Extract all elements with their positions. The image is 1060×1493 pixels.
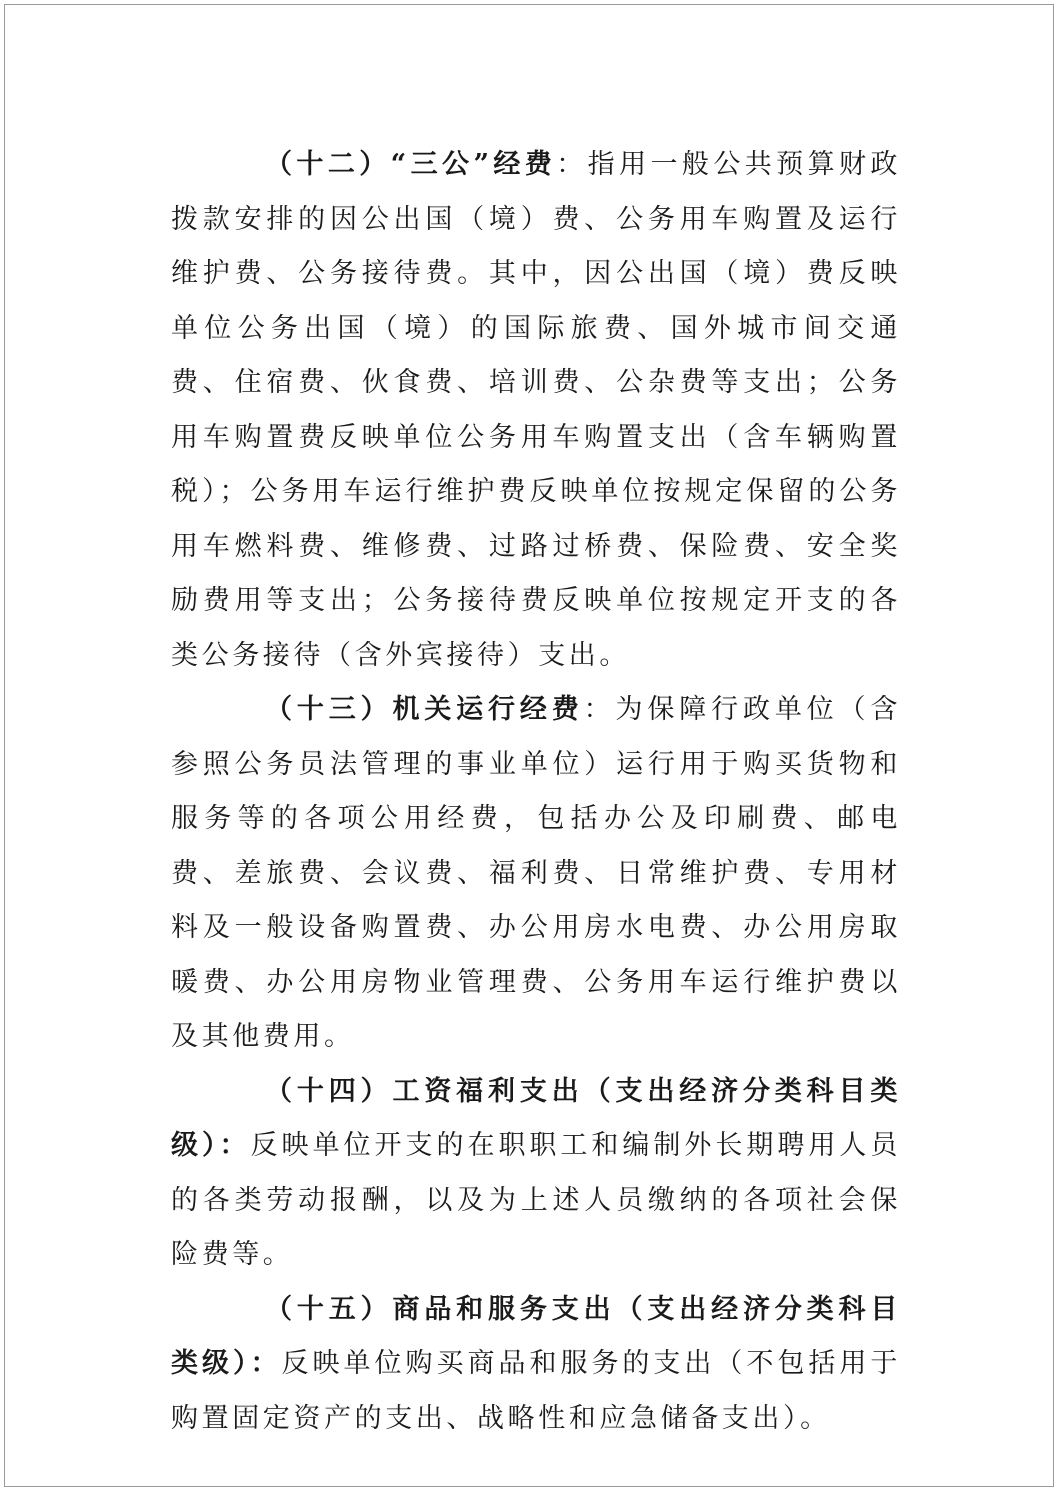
paragraph-fourteen-heading: （十四）工资福利支出（支出经济分类科目类级）： (171, 1075, 901, 1161)
document-page (4, 4, 1054, 1487)
paragraph-twelve-heading: （十二）“三公”经费 (265, 149, 557, 180)
document-body (171, 138, 901, 1446)
paragraph-fifteen-text: 反映单位购买商品和服务的支出（不包括用于购置固定资产的支出、战略性和应急储备支出）。 (171, 1348, 901, 1434)
paragraph-fifteen-heading: （十五）商品和服务支出（支出经济分类科目类级）： (171, 1293, 901, 1379)
paragraph-fifteen (171, 1283, 901, 1447)
paragraph-twelve-text: ：指用一般公共预算财政拨款安排的因公出国（境）费、公务用车购置及运行维护费、公务接待费。其中，因公出国（境）费反映单位公务出国（境）的国际旅费、国外城市间交通费、住宿费、伙食费、培训费、公杂费等支出；公务用车购置费反映单位公务用车购置支出（含车辆购置税）；公务用车运行维护费反映单位按规定保留的公务用车燃料费、维修费、过路过桥费、保险费、安全奖励费用等支出；公务接待费反映单位按规定开支的各类公务接待（含外宾接待）支出。 (171, 149, 901, 671)
paragraph-fourteen-text: 反映单位开支的在职职工和编制外长期聘用人员的各类劳动报酬，以及为上述人员缴纳的各项社会保险费等。 (171, 1130, 901, 1270)
paragraph-fourteen (171, 1065, 901, 1283)
paragraph-twelve (171, 138, 901, 683)
paragraph-thirteen-heading: （十三）机关运行经费 (265, 694, 584, 725)
paragraph-thirteen-text: ：为保障行政单位（含参照公务员法管理的事业单位）运行用于购买货物和服务等的各项公用经费，包括办公及印刷费、邮电费、差旅费、会议费、福利费、日常维护费、专用材料及一般设备购置费、办公用房水电费、办公用房取暖费、办公用房物业管理费、公务用车运行维护费以及其他费用。 (171, 694, 902, 1052)
paragraph-thirteen (171, 683, 901, 1065)
